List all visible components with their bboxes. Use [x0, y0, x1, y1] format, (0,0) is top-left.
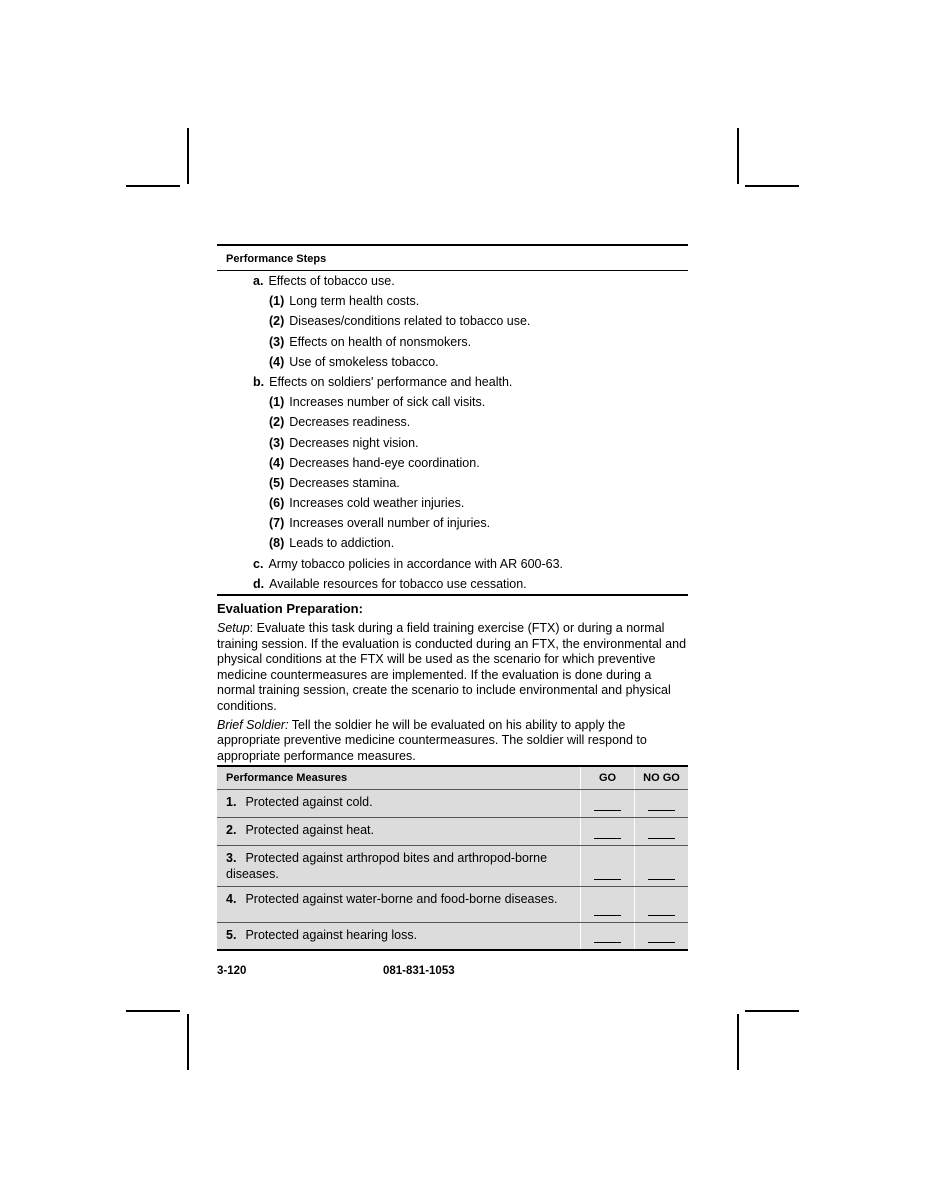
performance-step [217, 372, 688, 392]
step-text: Decreases stamina. [289, 475, 400, 490]
measure-text: Protected against arthropod bites and arthropod-borne diseases. [226, 851, 548, 881]
measure-row [217, 818, 688, 846]
setup-text: : Evaluate this task during a field training exercise (FTX) or during a normal training session. If the evaluation is conducted during an FTX, the environmental and physical conditions at the FTX will be used as the scenario for which preventive medicine countermeasures are implemented. If the evaluation is done during a normal training session, create the scenario to include environmental and physical conditions. [217, 621, 687, 713]
go-blank-line[interactable] [594, 915, 621, 916]
nogo-blank-line[interactable] [648, 810, 675, 811]
performance-step [217, 412, 688, 432]
nogo-cell [635, 790, 689, 818]
performance-step [217, 332, 688, 352]
setup-paragraph [217, 621, 688, 715]
step-text: Increases number of sick call visits. [289, 395, 486, 410]
performance-step [217, 311, 688, 331]
measure-number: 1. [226, 795, 237, 810]
nogo-cell [635, 886, 689, 922]
nogo-cell [635, 922, 689, 950]
step-number: (6) [269, 496, 285, 511]
step-number: (2) [269, 314, 285, 329]
performance-step [217, 493, 688, 513]
step-text: Available resources for tobacco use cessation. [269, 576, 527, 591]
crop-mark-bottom-right-vertical [737, 1014, 739, 1070]
performance-steps-header: Performance Steps [217, 244, 688, 271]
performance-step [217, 453, 688, 473]
go-cell [581, 846, 635, 886]
brief-text: Tell the soldier he will be evaluated on his ability to apply the appropriate preventive medicine countermeasures. The soldier will respond to appropriate performance measures. [217, 717, 647, 763]
measure-number: 2. [226, 823, 237, 838]
step-number: (2) [269, 415, 285, 430]
measure-row [217, 922, 688, 950]
step-number: (1) [269, 294, 285, 309]
crop-mark-top-left-horizontal [126, 185, 180, 187]
nogo-blank-line[interactable] [648, 942, 675, 943]
performance-steps-list [217, 271, 688, 594]
go-blank-line[interactable] [594, 838, 621, 839]
step-text: Increases overall number of injuries. [289, 516, 491, 531]
step-number: (3) [269, 435, 285, 450]
document-number: 081-831-1053 [383, 965, 455, 977]
step-number: (7) [269, 516, 285, 531]
step-text: Decreases night vision. [289, 435, 419, 450]
measure-text: Protected against cold. [245, 795, 373, 810]
performance-step [217, 291, 688, 311]
step-text: Army tobacco policies in accordance with AR 600-63. [268, 556, 564, 571]
nogo-blank-line[interactable] [648, 879, 675, 880]
step-number: a. [253, 274, 264, 288]
go-cell [581, 790, 635, 818]
brief-label: Brief Soldier: [217, 717, 289, 732]
step-text: Long term health costs. [289, 294, 420, 309]
crop-mark-top-right-vertical [737, 128, 739, 184]
step-number: (5) [269, 475, 285, 490]
step-number: b. [253, 374, 265, 389]
step-number: (4) [269, 455, 285, 470]
nogo-blank-line[interactable] [648, 915, 675, 916]
performance-measures-table [217, 765, 688, 951]
brief-soldier-paragraph [217, 718, 688, 765]
measure-text: Protected against heat. [245, 823, 374, 838]
performance-measures-header: Performance Measures [217, 766, 581, 790]
measure-number: 4. [226, 891, 237, 906]
step-number: (1) [269, 395, 285, 410]
performance-step [217, 271, 688, 291]
step-text: Effects on health of nonsmokers. [289, 334, 472, 349]
measure-text-cell [217, 790, 581, 818]
step-number: (8) [269, 536, 285, 551]
step-number: d. [253, 576, 265, 591]
step-text: Effects on soldiers' performance and health. [269, 374, 513, 389]
go-column-header: GO [581, 766, 635, 790]
measure-text-cell [217, 818, 581, 846]
measure-number: 3. [226, 851, 237, 866]
performance-step [217, 392, 688, 412]
page-content [217, 244, 688, 951]
go-blank-line[interactable] [594, 942, 621, 943]
measure-row [217, 886, 688, 922]
crop-mark-top-right-horizontal [745, 185, 799, 187]
step-number: (4) [269, 354, 285, 369]
nogo-cell [635, 818, 689, 846]
step-text: Use of smokeless tobacco. [289, 354, 439, 369]
measure-text-cell [217, 922, 581, 950]
measure-number: 5. [226, 927, 237, 942]
performance-step [217, 473, 688, 493]
crop-mark-bottom-right-horizontal [745, 1010, 799, 1012]
step-text: Diseases/conditions related to tobacco use. [289, 314, 531, 329]
step-number: (3) [269, 334, 285, 349]
measure-text-cell [217, 846, 581, 886]
setup-label: Setup [217, 621, 250, 635]
step-number: c. [253, 556, 264, 571]
go-cell [581, 818, 635, 846]
crop-mark-bottom-left-vertical [187, 1014, 189, 1070]
step-text: Effects of tobacco use. [268, 274, 395, 288]
go-blank-line[interactable] [594, 879, 621, 880]
crop-mark-bottom-left-horizontal [126, 1010, 180, 1012]
crop-mark-top-left-vertical [187, 128, 189, 184]
step-text: Leads to addiction. [289, 536, 395, 551]
performance-step [217, 533, 688, 553]
evaluation-title: Evaluation Preparation: [217, 601, 363, 616]
performance-step [217, 554, 688, 574]
go-blank-line[interactable] [594, 810, 621, 811]
go-cell [581, 886, 635, 922]
performance-step [217, 352, 688, 372]
performance-step [217, 574, 688, 594]
nogo-column-header: NO GO [635, 766, 689, 790]
evaluation-preparation [217, 594, 688, 764]
measure-text: Protected against water-borne and food-borne diseases. [245, 891, 558, 906]
step-text: Decreases hand-eye coordination. [289, 455, 480, 470]
performance-step [217, 513, 688, 533]
step-text: Decreases readiness. [289, 415, 411, 430]
nogo-cell [635, 846, 689, 886]
measure-row [217, 790, 688, 818]
measure-text: Protected against hearing loss. [245, 927, 418, 942]
measure-row [217, 846, 688, 886]
performance-step [217, 433, 688, 453]
step-text: Increases cold weather injuries. [289, 496, 465, 511]
go-cell [581, 922, 635, 950]
nogo-blank-line[interactable] [648, 838, 675, 839]
page-number: 3-120 [217, 965, 247, 977]
measure-text-cell [217, 886, 581, 922]
